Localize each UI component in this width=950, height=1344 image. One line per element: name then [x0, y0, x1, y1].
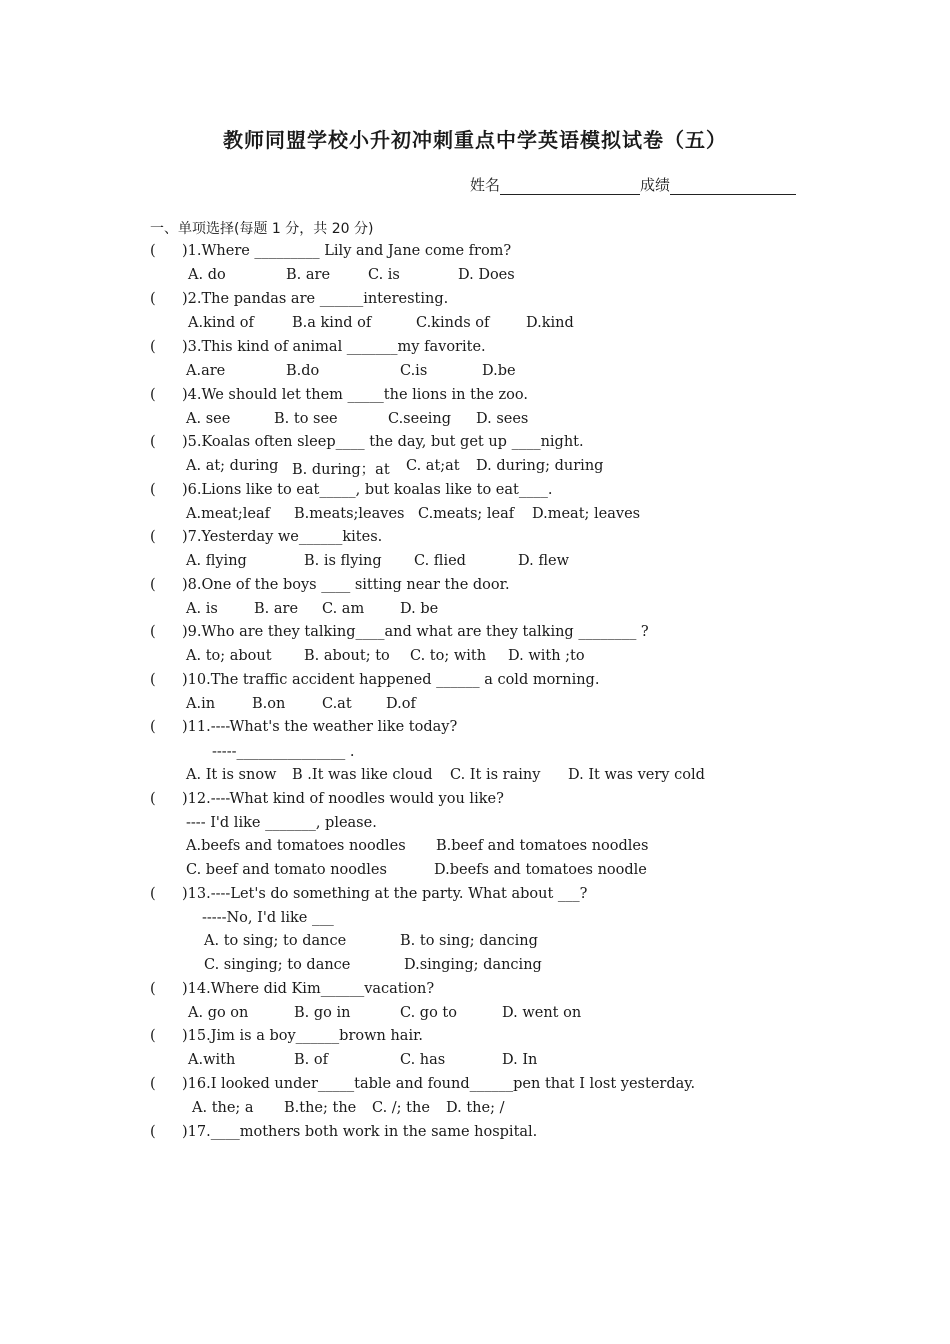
question-3 — [150, 339, 486, 355]
option: C. flied — [414, 553, 466, 569]
option: D.kind — [526, 315, 574, 331]
question-5 — [150, 434, 584, 450]
section-heading: 一、单项选择(每题 1 分，共 20 分) — [150, 221, 374, 237]
question-4 — [150, 387, 528, 403]
option: D. In — [502, 1052, 538, 1068]
dialogue-line: -----_______________ . — [212, 744, 355, 760]
option: A.beefs and tomatoes noodles — [186, 838, 406, 854]
question-text: )16.I looked under_____table and found______pen that I lost yesterday. — [182, 1076, 696, 1092]
option: B.do — [286, 363, 320, 379]
score-label: 成绩 — [640, 176, 671, 194]
option: B. are — [254, 601, 299, 617]
question-text: )6.Lions like to eat_____, but koalas like to eat____. — [182, 482, 553, 498]
option: A.in — [186, 696, 216, 712]
answer-paren[interactable]: ( — [150, 1028, 156, 1044]
answer-paren[interactable]: ( — [150, 291, 156, 307]
option: A. is — [186, 601, 218, 617]
option: C.seeing — [388, 411, 452, 427]
option: D.of — [386, 696, 416, 712]
question-8 — [150, 577, 510, 593]
option: A.with — [188, 1052, 236, 1068]
option: C. at;at — [406, 458, 460, 474]
option: B. to see — [274, 411, 338, 427]
option: C. to; with — [410, 648, 487, 664]
question-14 — [150, 981, 434, 997]
answer-paren[interactable]: ( — [150, 339, 156, 355]
answer-paren[interactable]: ( — [150, 1076, 156, 1092]
answer-paren[interactable]: ( — [150, 1124, 156, 1140]
option: A. It is snow — [186, 767, 277, 783]
question-text: )15.Jim is a boy______brown hair. — [182, 1028, 424, 1044]
question-text: )8.One of the boys ____ sitting near the door. — [182, 577, 510, 593]
answer-paren[interactable]: ( — [150, 624, 156, 640]
option: A.kind of — [188, 315, 254, 331]
question-13 — [150, 886, 587, 902]
question-text: )2.The pandas are ______interesting. — [182, 291, 449, 307]
option: B. to sing; dancing — [400, 933, 538, 949]
question-text: )3.This kind of animal _______my favorite. — [182, 339, 486, 355]
option: C.kinds of — [416, 315, 490, 331]
option: A. at; during — [186, 458, 279, 474]
question-text: )4.We should let them _____the lions in the zoo. — [182, 387, 528, 403]
question-16 — [150, 1076, 695, 1092]
name-label: 姓名 — [470, 176, 501, 194]
option: C. /; the — [372, 1100, 430, 1116]
option: C. am — [322, 601, 365, 617]
option: D. Does — [458, 267, 515, 283]
dialogue-line: ---- I'd like _______, please. — [186, 815, 377, 831]
question-15 — [150, 1028, 423, 1044]
answer-paren[interactable]: ( — [150, 434, 156, 450]
option: C. beef and tomato noodles — [186, 862, 387, 878]
question-11 — [150, 719, 457, 735]
question-7 — [150, 529, 382, 545]
option: A. the; a — [192, 1100, 254, 1116]
option: A. do — [188, 267, 226, 283]
option: D. flew — [518, 553, 569, 569]
page-title: 教师同盟学校小升初冲刺重点中学英语模拟试卷（五） — [223, 128, 727, 152]
name-score-line — [470, 174, 796, 195]
question-17 — [150, 1124, 537, 1140]
option: C. is — [368, 267, 400, 283]
question-text: )9.Who are they talking____and what are they talking ________ ? — [182, 624, 649, 640]
answer-paren[interactable]: ( — [150, 387, 156, 403]
question-text: )13.----Let's do something at the party. What about ___? — [182, 886, 588, 902]
answer-paren[interactable]: ( — [150, 886, 156, 902]
option: A. see — [186, 411, 231, 427]
question-9 — [150, 624, 649, 640]
option: C. go to — [400, 1005, 457, 1021]
answer-paren[interactable]: ( — [150, 243, 156, 259]
option: B. about; to — [304, 648, 390, 664]
option: D.meat; leaves — [532, 506, 641, 522]
option: B. is flying — [304, 553, 382, 569]
question-text: )17.____mothers both work in the same hospital. — [182, 1124, 538, 1140]
dialogue-line: -----No, I'd like ___ — [202, 910, 334, 926]
option: D. went on — [502, 1005, 582, 1021]
option: B. of — [294, 1052, 328, 1068]
option: B.a kind of — [292, 315, 372, 331]
question-text: )1.Where _________ Lily and Jane come from? — [182, 243, 512, 259]
option: C. singing; to dance — [204, 957, 351, 973]
option: D. It was very cold — [568, 767, 705, 783]
answer-paren[interactable]: ( — [150, 529, 156, 545]
option: A. go on — [188, 1005, 249, 1021]
option: D. the; / — [446, 1100, 505, 1116]
question-6 — [150, 482, 552, 498]
option: A.are — [186, 363, 226, 379]
answer-paren[interactable]: ( — [150, 482, 156, 498]
answer-paren[interactable]: ( — [150, 981, 156, 997]
option: B.beef and tomatoes noodles — [436, 838, 649, 854]
option: C.at — [322, 696, 352, 712]
option: D. sees — [476, 411, 529, 427]
question-2 — [150, 291, 448, 307]
option: A. to; about — [186, 648, 272, 664]
option: B. during；at — [292, 462, 390, 478]
option: C.meats; leaf — [418, 506, 515, 522]
question-text: )10.The traffic accident happened ______ a cold morning. — [182, 672, 600, 688]
answer-paren[interactable]: ( — [150, 791, 156, 807]
option: A.meat;leaf — [186, 506, 270, 522]
question-12 — [150, 791, 504, 807]
option: B .It was like cloud — [292, 767, 433, 783]
option: C. It is rainy — [450, 767, 541, 783]
option: D.be — [482, 363, 516, 379]
name-field[interactable] — [500, 178, 640, 195]
answer-paren[interactable]: ( — [150, 719, 156, 735]
option: B.on — [252, 696, 286, 712]
answer-paren[interactable]: ( — [150, 672, 156, 688]
option: D. be — [400, 601, 439, 617]
option: C. has — [400, 1052, 446, 1068]
option: A. to sing; to dance — [204, 933, 347, 949]
answer-paren[interactable]: ( — [150, 577, 156, 593]
option: D.beefs and tomatoes noodle — [434, 862, 647, 878]
option: B. go in — [294, 1005, 351, 1021]
question-text: )7.Yesterday we______kites. — [182, 529, 383, 545]
option: B.meats;leaves — [294, 506, 405, 522]
question-10 — [150, 672, 599, 688]
question-text: )11.----What's the weather like today? — [182, 719, 458, 735]
question-text: )14.Where did Kim______vacation? — [182, 981, 435, 997]
question-1 — [150, 243, 511, 259]
score-field[interactable] — [670, 178, 796, 195]
option: B. are — [286, 267, 331, 283]
option: C.is — [400, 363, 428, 379]
question-text: )5.Koalas often sleep____ the day, but get up ____night. — [182, 434, 584, 450]
option: D.singing; dancing — [404, 957, 542, 973]
question-text: )12.----What kind of noodles would you like? — [182, 791, 504, 807]
option: A. flying — [186, 553, 247, 569]
option: D. during; during — [476, 458, 604, 474]
option: D. with ;to — [508, 648, 585, 664]
option: B.the; the — [284, 1100, 357, 1116]
